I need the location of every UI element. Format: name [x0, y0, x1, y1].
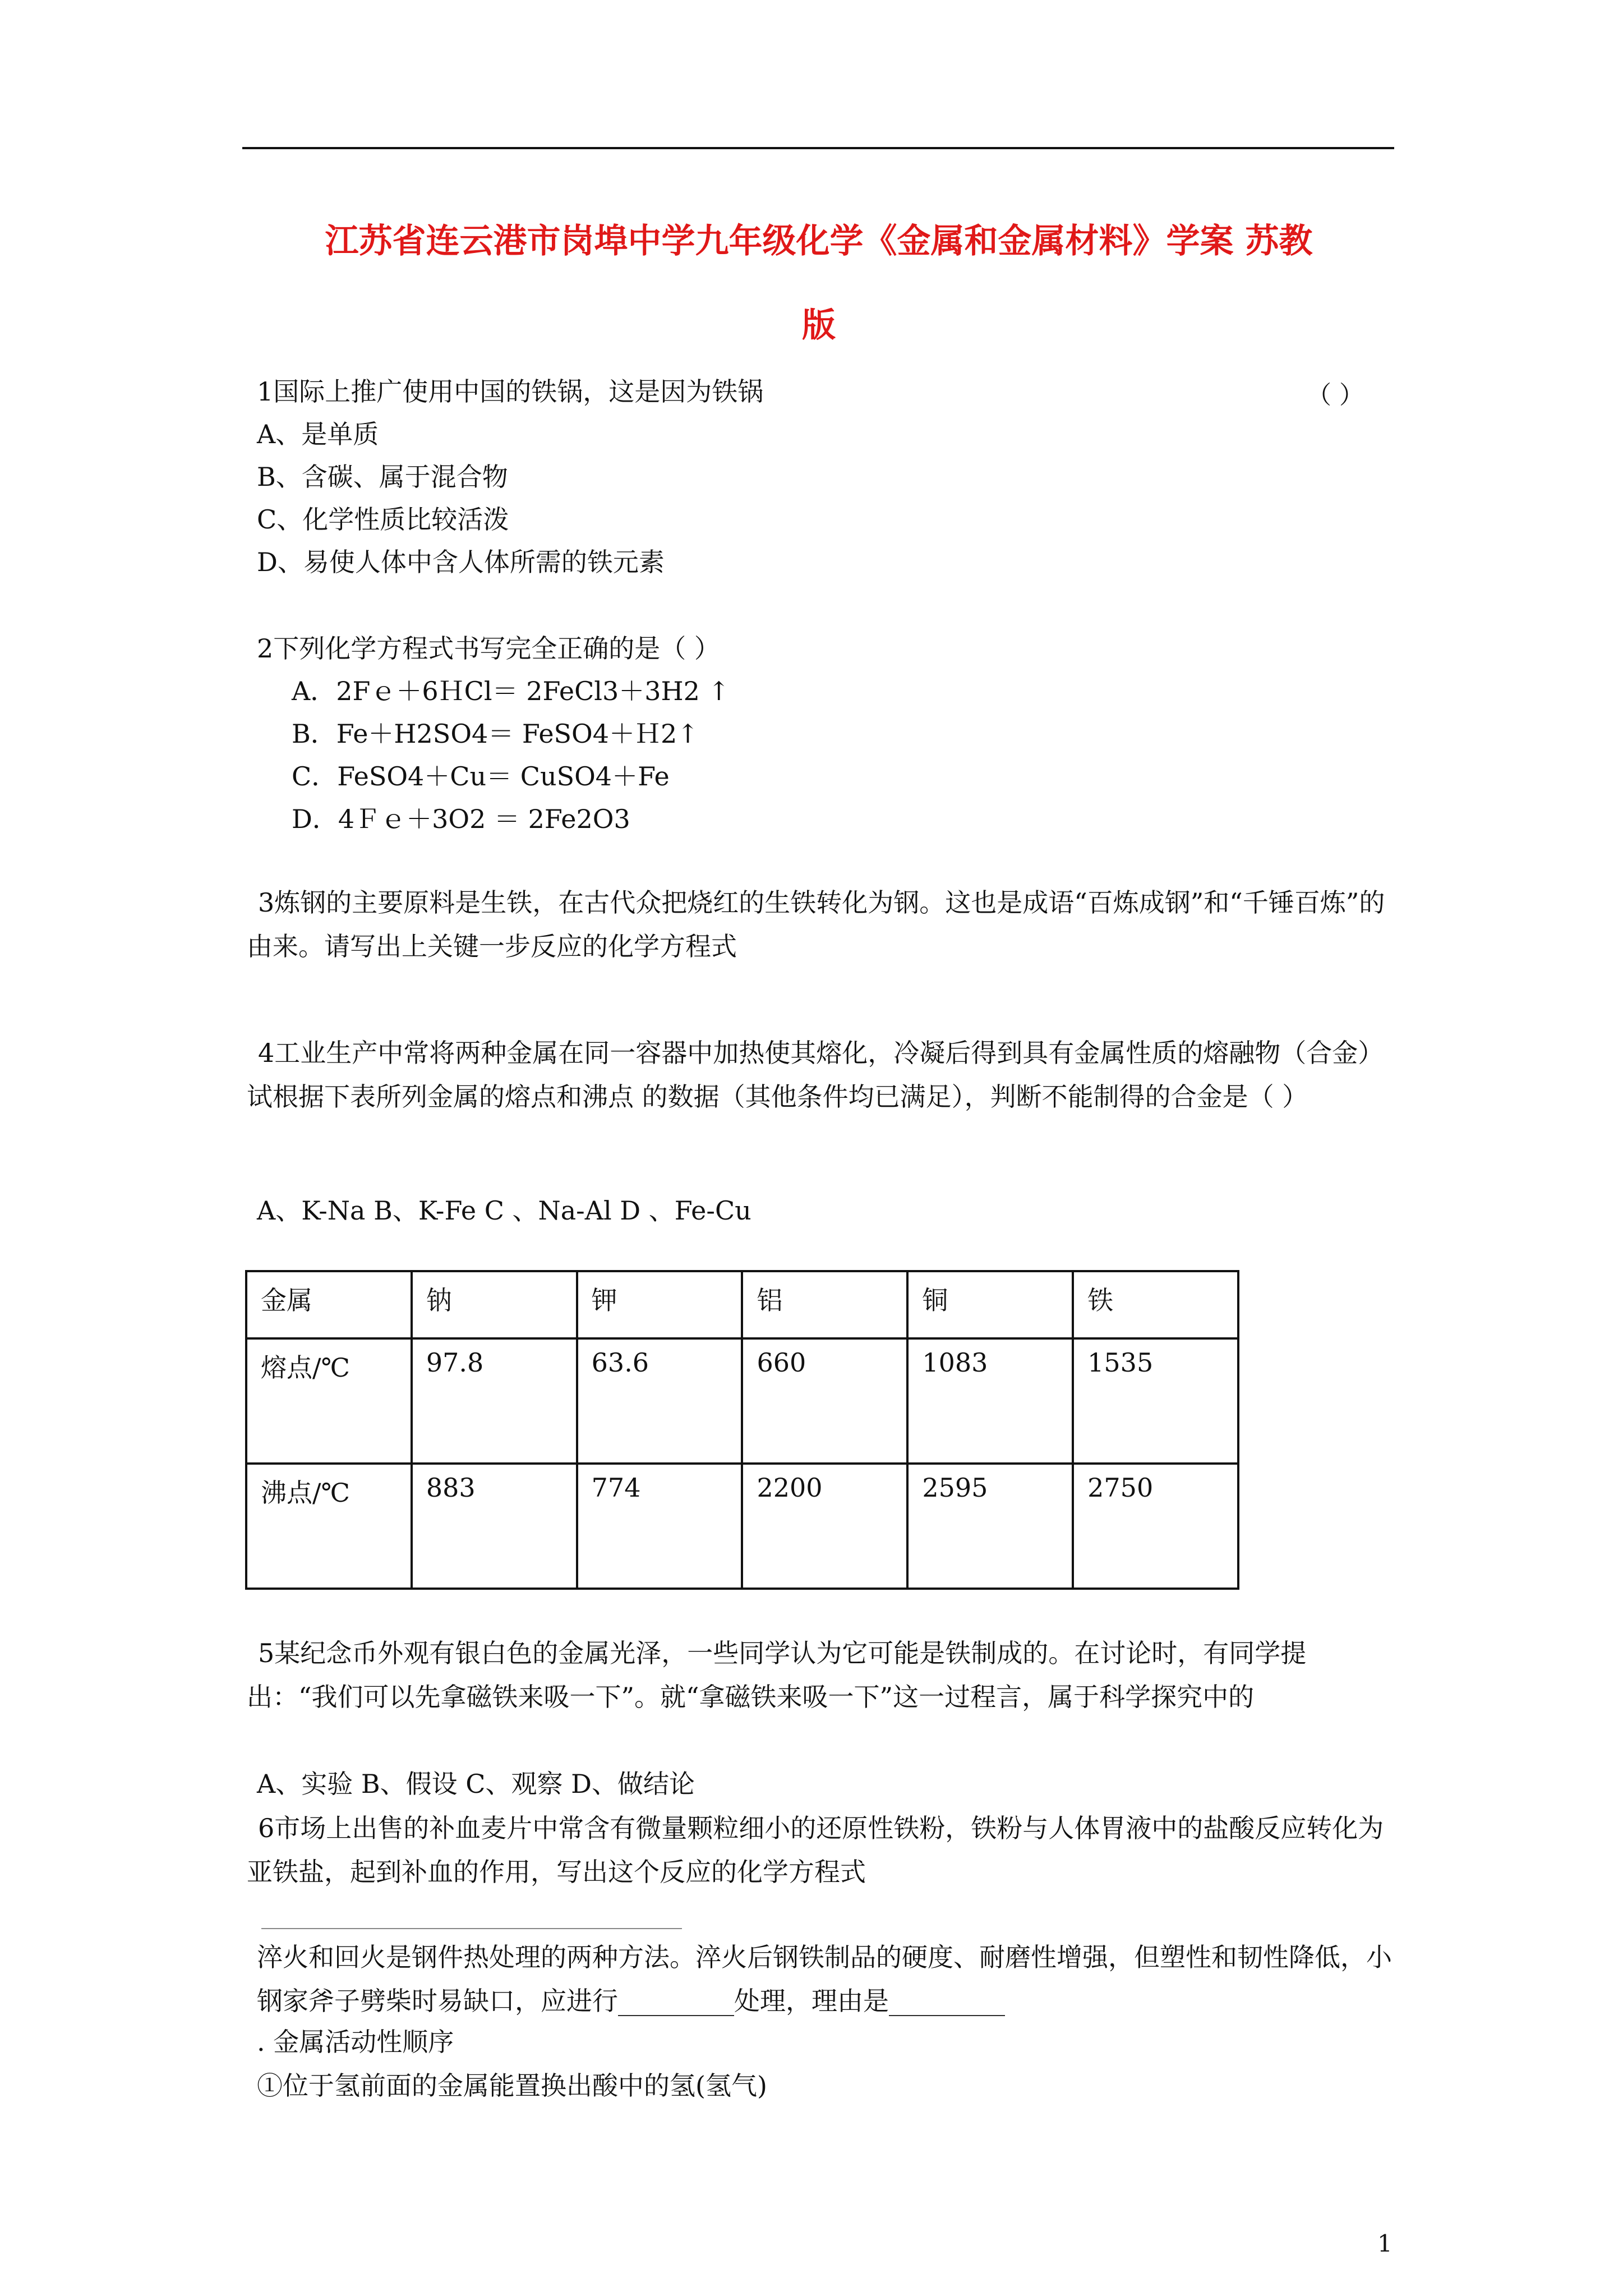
table-cell: 2595: [907, 1464, 1073, 1589]
table-cell: 熔点/℃: [246, 1338, 412, 1464]
title-line-1: 江苏省连云港市岗埠中学九年级化学《金属和金属材料》学案 苏教: [325, 222, 1313, 261]
q1-option-b: B、含碳、属于混合物: [257, 462, 508, 492]
q2-option-b: B．Fe＋H2SO4＝ FeSO4＋Ｈ2↑: [292, 719, 699, 749]
table-header-row: [246, 1271, 1238, 1338]
table-cell: 1535: [1073, 1338, 1238, 1464]
title-line-2: 版: [802, 306, 836, 345]
q4-options: A、K-Na B、K-Fe C 、Na-Al D 、Fe-Cu: [257, 1195, 751, 1226]
q1-answer-paren: （ ）: [1307, 381, 1364, 409]
table-header-cell: 铜: [907, 1271, 1073, 1338]
table-header-cell: 钠: [412, 1271, 577, 1338]
document-title: [236, 199, 1402, 367]
table-cell: 883: [412, 1464, 577, 1589]
table-cell: 660: [742, 1338, 907, 1464]
footnote-rule: [261, 1928, 682, 1929]
q1-stem: 1国际上推广使用中国的铁锅，这是因为铁锅: [257, 376, 764, 407]
q1-option-d: D、易使人体中含人体所需的铁元素: [257, 547, 665, 577]
q2-option-a: A．2Fｅ＋6ＨCl＝ 2FeCl3＋3H2 ↑: [292, 676, 730, 706]
q1-option-a: A、是单质: [257, 419, 379, 449]
q2-option-c: C．FeSO4＋Cu＝ CuSO4＋Fe: [292, 761, 670, 792]
q5-text: 5某纪念币外观有银白色的金属光泽，一些同学认为它可能是铁制成的。在讨论时，有同学提出：“我们可以先拿磁铁来吸一下”。就“拿磁铁来吸一下”这一过程言，属于科学探究中的: [247, 1638, 1307, 1712]
q4-text: 4工业生产中常将两种金属在同一容器中加热使其熔化，冷凝后得到具有金属性质的熔融物（合金）试根据下表所列金属的熔点和沸点 的数据（其他条件均已满足），判断不能制得的合金是（ ）: [247, 1038, 1384, 1112]
table-cell: 774: [577, 1464, 743, 1589]
note-text: 淬火和回火是钢件热处理的两种方法。淬火后钢铁制品的硬度、耐磨性增强，但塑性和韧性降低，小钢家斧子劈柴时易缺口，应进行_________处理，理由是_________: [257, 1942, 1392, 2016]
table-cell: 97.8: [412, 1338, 577, 1464]
note-line-2: . 金属活动性顺序: [257, 2027, 454, 2057]
table-cell: 2750: [1073, 1464, 1238, 1589]
q1-option-c: C、化学性质比较活泼: [257, 504, 509, 535]
table-cell: 2200: [742, 1464, 907, 1589]
table-cell: 1083: [907, 1338, 1073, 1464]
metal-properties-table: [245, 1270, 1239, 1590]
q5-options: A、实验 B、假设 C、观察 D、做结论: [257, 1769, 695, 1799]
q2-option-d: D．4Ｆｅ＋3O2 ＝ 2Fe2O3: [292, 804, 630, 834]
table-header-cell: 金属: [246, 1271, 412, 1338]
table-header-cell: 铝: [742, 1271, 907, 1338]
q2-stem: 2下列化学方程式书写完全正确的是（ ）: [257, 633, 720, 664]
q3-text: 3炼钢的主要原料是生铁，在古代众把烧红的生铁转化为钢。这也是成语“百炼成钢”和“千锤百炼”的由来。请写出上关键一步反应的化学方程式: [247, 887, 1385, 961]
table-header-cell: 铁: [1073, 1271, 1238, 1338]
table-row: [246, 1464, 1238, 1589]
note-line-3: ①位于氢前面的金属能置换出酸中的氢(氢气): [257, 2070, 767, 2101]
q6-text: 6市场上出售的补血麦片中常含有微量颗粒细小的还原性铁粉，铁粉与人体胃液中的盐酸反应转化为亚铁盐，起到补血的作用，写出这个反应的化学方程式: [247, 1813, 1384, 1887]
page-number: 1: [1377, 2230, 1393, 2257]
table-header-cell: 钾: [577, 1271, 743, 1338]
header-rule: [242, 147, 1394, 149]
table-row: [246, 1338, 1238, 1464]
table-cell: 63.6: [577, 1338, 743, 1464]
table-cell: 沸点/℃: [246, 1464, 412, 1589]
